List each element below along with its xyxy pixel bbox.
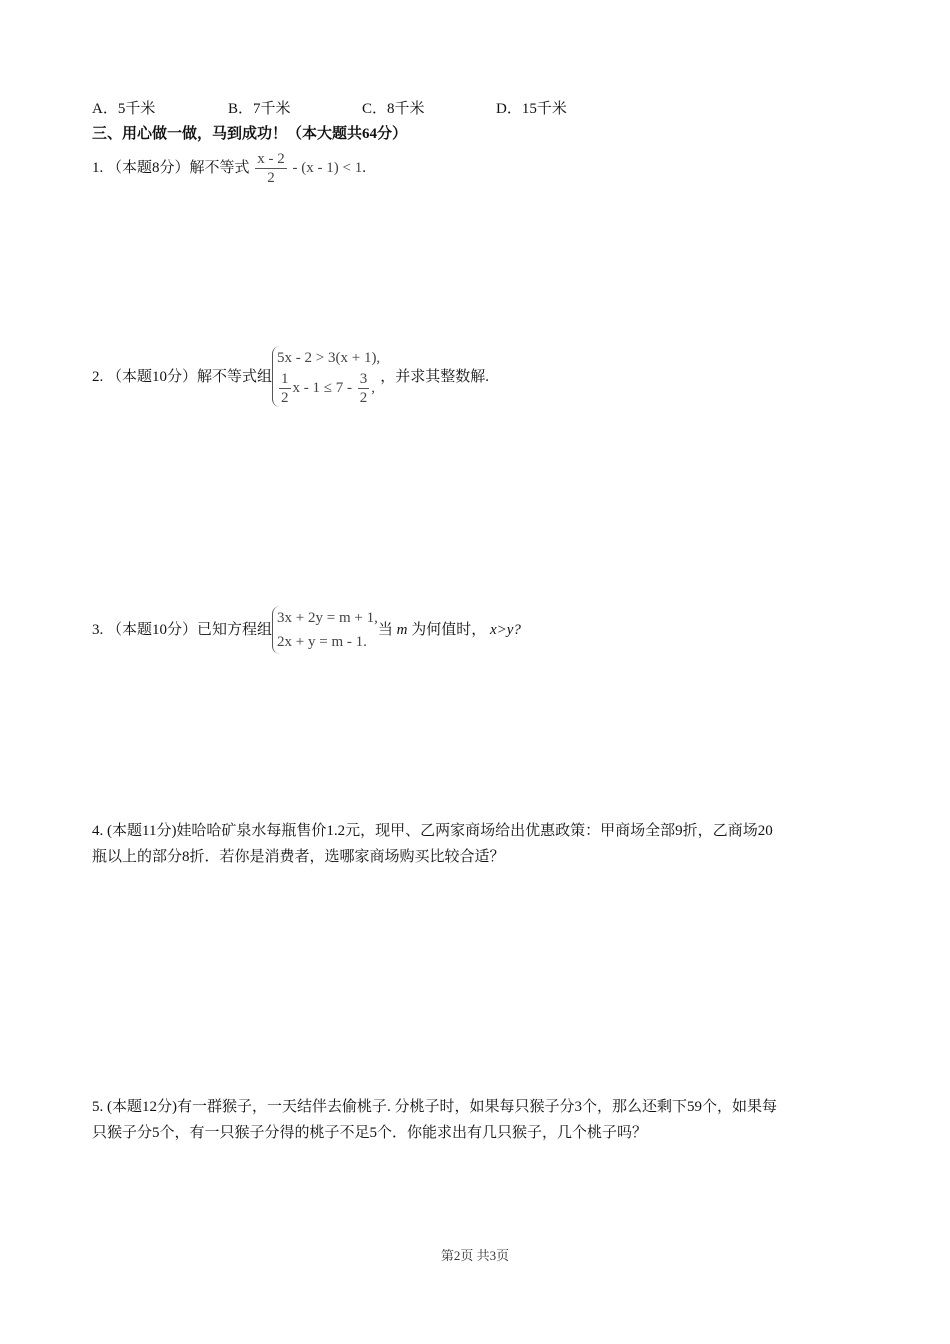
option-a: A．5千米 xyxy=(92,101,156,117)
q1-fraction: $\frac{x - 2}{2}$ xyxy=(257,151,285,186)
question-3: 3. （本题10分） 已知方程组 3x + 2y = m + 1, 2x + y = m - 1. 当 m 为何值时， x>y? xyxy=(92,606,521,654)
question-4-line-1: 4. (本题11分)娃哈哈矿泉水每瓶售价1.2元，现甲、乙两家商场给出优惠政策：甲商场全部9折，乙商场20 xyxy=(92,823,773,839)
option-c: C．8千米 xyxy=(362,101,425,117)
question-5-line-2: 只猴子分5个，有一只猴子分得的桃子不足5个．你能求出有几只猴子，几个桃子吗？ xyxy=(92,1125,648,1141)
question-2: 2. （本题10分） 解不等式组 5x - 2 > 3(x + 1), $\frac{1}{2}$ x - 1 ≤ 7 - $\frac{3}{2}$ , ，并求其整数解. xyxy=(92,346,489,407)
question-4-line-2: 瓶以上的部分8折．若你是消费者，选哪家商场购买比较合适？ xyxy=(92,849,505,865)
q3-equation-system: 3x + 2y = m + 1, 2x + y = m - 1. xyxy=(272,606,378,654)
question-5-line-1: 5. (本题12分)有一群猴子，一天结伴去偷桃子. 分桃子时，如果每只猴子分3个，那么还剩下59个，如果每 xyxy=(92,1099,777,1115)
question-1: 1. （本题8分）解不等式 $\frac{x - 2}{2}$ - (x - 1) < 1. xyxy=(92,151,366,186)
option-d: D．15千米 xyxy=(496,101,567,117)
page-footer: 第2页 共3页 xyxy=(440,1248,510,1263)
option-b: B．7千米 xyxy=(228,101,291,117)
section-title: 三、用心做一做，马到成功！（本大题共64分） xyxy=(92,126,408,142)
q2-inequality-system: 5x - 2 > 3(x + 1), $\frac{1}{2}$ x - 1 ≤ 7 - $\frac{3}{2}$ , xyxy=(272,346,380,407)
